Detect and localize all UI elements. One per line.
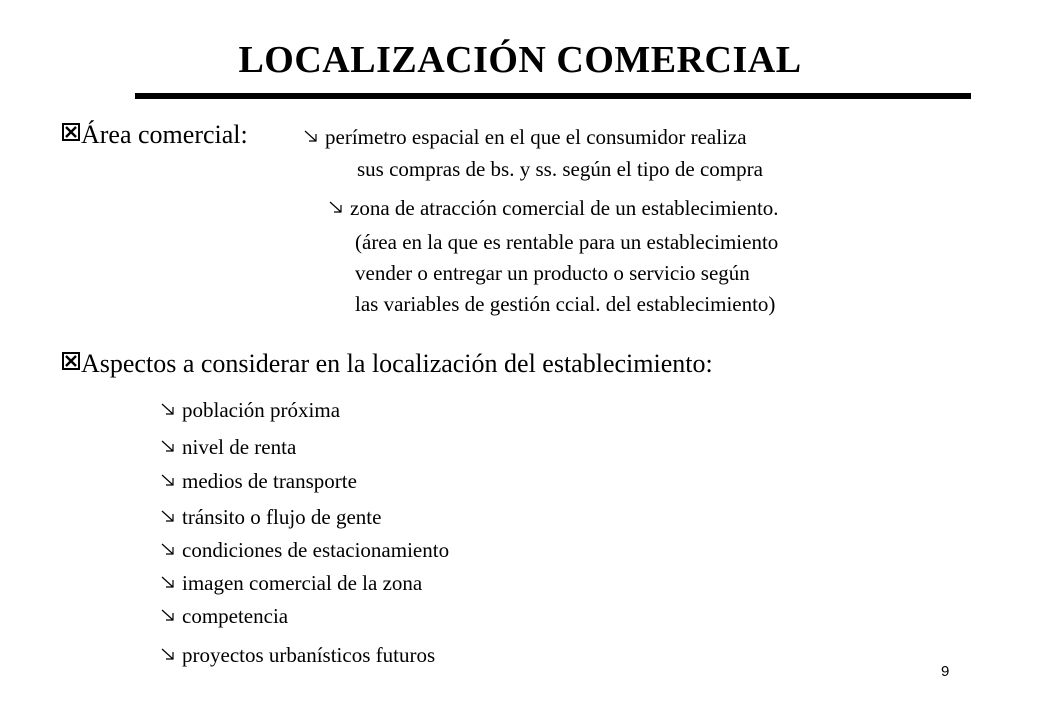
page-number: 9	[941, 663, 950, 680]
list-item: medios de transporte	[160, 469, 357, 494]
list-item: condiciones de estacionamiento	[160, 538, 449, 563]
arrow-down-right-icon	[303, 128, 319, 144]
definition-line: sus compras de bs. y ss. según el tipo de compra	[357, 157, 763, 181]
arrow-down-right-icon	[160, 508, 176, 524]
arrow-down-right-icon	[160, 574, 176, 590]
list-item: competencia	[160, 604, 288, 629]
list-item: tránsito o flujo de gente	[160, 505, 381, 530]
list-item: nivel de renta	[160, 435, 296, 460]
list-item: imagen comercial de la zona	[160, 571, 422, 596]
definition-line: (área en la que es rentable para un establecimiento	[355, 230, 779, 254]
checkbox-x-icon	[62, 352, 80, 370]
arrow-down-right-icon	[328, 199, 344, 215]
list-item: población próxima	[160, 398, 340, 423]
checkbox-x-icon	[62, 123, 80, 141]
section-aspectos	[62, 349, 713, 379]
list-item: proyectos urbanísticos futuros	[160, 643, 435, 668]
arrow-down-right-icon	[160, 472, 176, 488]
arrow-down-right-icon	[160, 646, 176, 662]
section-heading: Área comercial:	[81, 120, 248, 149]
arrow-down-right-icon	[160, 401, 176, 417]
section-area-comercial	[62, 120, 248, 150]
section-heading: Aspectos a considerar en la localización del establecimiento:	[81, 349, 713, 378]
definition-line: perímetro espacial en el que el consumidor realiza	[303, 125, 747, 150]
definition-line: las variables de gestión ccial. del establecimiento)	[355, 292, 776, 316]
title-underline	[135, 93, 971, 99]
arrow-down-right-icon	[160, 607, 176, 623]
definition-line: zona de atracción comercial de un establecimiento.	[328, 196, 779, 221]
definition-line: vender o entregar un producto o servicio según	[355, 261, 750, 285]
arrow-down-right-icon	[160, 541, 176, 557]
arrow-down-right-icon	[160, 438, 176, 454]
page-title: LOCALIZACIÓN COMERCIAL	[238, 39, 802, 81]
